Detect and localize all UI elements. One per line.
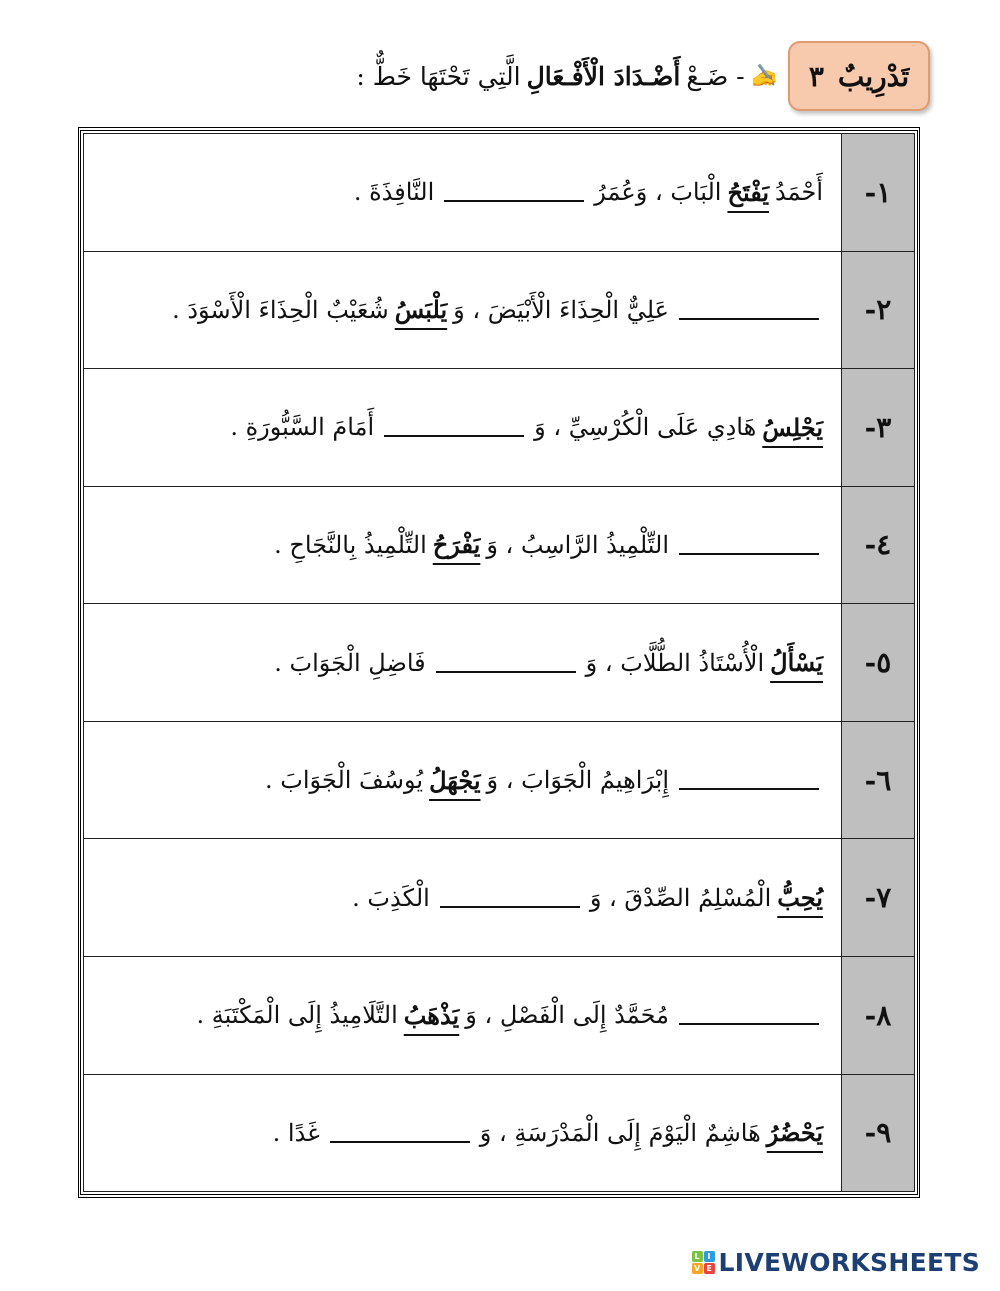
exercise-row-1 (84, 134, 914, 252)
exercise-badge (788, 41, 930, 111)
sentence-end: غَدًا . (272, 1118, 320, 1147)
exercise-row-7 (84, 839, 914, 957)
answer-blank[interactable] (330, 1123, 470, 1143)
underlined-verb: يَجْلِسُ (762, 412, 823, 442)
sentence-end: فَاضِلِ الْجَوَابَ . (274, 648, 426, 677)
exercise-table (78, 127, 920, 1198)
sentence-middle: هَاشِمٌ الْيَوْمَ إِلَى الْمَدْرَسَةِ ، وَ (479, 1118, 761, 1147)
logo-text: LIVEWORKSHEETS (718, 1248, 980, 1277)
exercise-rows (83, 133, 915, 1192)
sentence-middle: عَلِيٌّ الْحِذَاءَ الْأَبْيَضَ ، وَ (453, 295, 669, 324)
row-number: ٨- (841, 957, 914, 1074)
exercise-row-3 (84, 369, 914, 487)
sentence-end: النَّافِذَةَ . (353, 178, 435, 207)
badge-label: تَدْرِيبٌ (837, 59, 910, 93)
row-number: ٢- (841, 252, 914, 369)
sentence-end: التَّلَامِيذُ إِلَى الْمَكْتَبَةِ . (196, 1001, 398, 1030)
sentence-middle: الْأُسْتَاذُ الطُّلَّابَ ، وَ (585, 648, 765, 677)
sentence-middle: الْمُسْلِمُ الصِّدْقَ ، وَ (589, 883, 772, 912)
exercise-row-9 (84, 1075, 914, 1192)
exercise-header (180, 38, 930, 114)
underlined-verb: يَلْبَسُ (394, 295, 448, 325)
sentence (84, 487, 841, 604)
sentence-end: شُعَيْبٌ الْحِذَاءَ الْأَسْوَدَ . (172, 295, 389, 324)
answer-blank[interactable] (384, 417, 524, 437)
underlined-verb: يَحْضُرُ (766, 1118, 823, 1148)
sentence-middle: مُحَمَّدٌ إِلَى الْفَصْلِ ، وَ (465, 1001, 669, 1030)
liveworksheets-logo (692, 1248, 980, 1277)
row-number: ٥- (841, 604, 914, 721)
sentence (84, 369, 841, 486)
logo-block-v: V (692, 1263, 703, 1274)
answer-blank[interactable] (679, 535, 819, 555)
logo-block-e: E (704, 1263, 715, 1274)
logo-block-l: L (692, 1251, 703, 1262)
row-number: ٤- (841, 487, 914, 604)
underlined-verb: يَجْهَلُ (429, 765, 481, 795)
sentence-start: أَحْمَدُ (775, 178, 823, 207)
underlined-verb: يَذْهَبُ (403, 1000, 460, 1030)
instruction-text (356, 62, 778, 91)
instruction-bold: أَضْـدَادَ الْأَفْـعَالِ (526, 61, 681, 91)
sentence (84, 604, 841, 721)
underlined-verb: يَفْرَحُ (432, 530, 481, 560)
instruction-suffix: الَّتِي تَحْتَهَا خَطٌّ : (356, 61, 521, 91)
sentence-middle: إِبْرَاهِيمُ الْجَوَابَ ، وَ (486, 766, 669, 795)
answer-blank[interactable] (679, 300, 819, 320)
sentence-end: التِّلْمِيذُ بِالنَّجَاحِ . (274, 530, 427, 559)
answer-blank[interactable] (440, 888, 580, 908)
sentence (84, 134, 841, 251)
live-blocks-icon (692, 1251, 715, 1274)
underlined-verb: يُحِبُّ (777, 883, 823, 913)
sentence (84, 839, 841, 956)
row-number: ٣- (841, 369, 914, 486)
badge-number: ٣ (808, 59, 824, 93)
sentence (84, 957, 841, 1074)
writing-hand-icon: ✍ (750, 63, 778, 89)
exercise-row-2 (84, 252, 914, 370)
answer-blank[interactable] (679, 1005, 819, 1025)
answer-blank[interactable] (679, 770, 819, 790)
instruction-prefix: - ضَـعْ (686, 61, 745, 91)
sentence-middle: الْبَابَ ، وَعُمَرُ (594, 178, 722, 207)
row-number: ٦- (841, 722, 914, 839)
sentence (84, 1075, 841, 1192)
row-number: ٧- (841, 839, 914, 956)
underlined-verb: يَسْأَلُ (770, 648, 823, 678)
row-number: ١- (841, 134, 914, 251)
sentence (84, 252, 841, 369)
sentence (84, 722, 841, 839)
exercise-row-5 (84, 604, 914, 722)
sentence-end: الْكَذِبَ . (352, 883, 430, 912)
exercise-row-6 (84, 722, 914, 840)
exercise-row-8 (84, 957, 914, 1075)
row-number: ٩- (841, 1075, 914, 1192)
sentence-middle: هَادِي عَلَى الْكُرْسِيِّ ، وَ (534, 413, 757, 442)
exercise-row-4 (84, 487, 914, 605)
sentence-end: أَمَامَ السَّبُّورَةِ . (230, 413, 375, 442)
sentence-end: يُوسُفَ الْجَوَابَ . (265, 766, 424, 795)
logo-block-i: I (704, 1251, 715, 1262)
answer-blank[interactable] (444, 182, 584, 202)
sentence-middle: التِّلْمِيذُ الرَّاسِبُ ، وَ (486, 530, 669, 559)
answer-blank[interactable] (436, 653, 576, 673)
underlined-verb: يَفْتَحُ (727, 177, 770, 207)
